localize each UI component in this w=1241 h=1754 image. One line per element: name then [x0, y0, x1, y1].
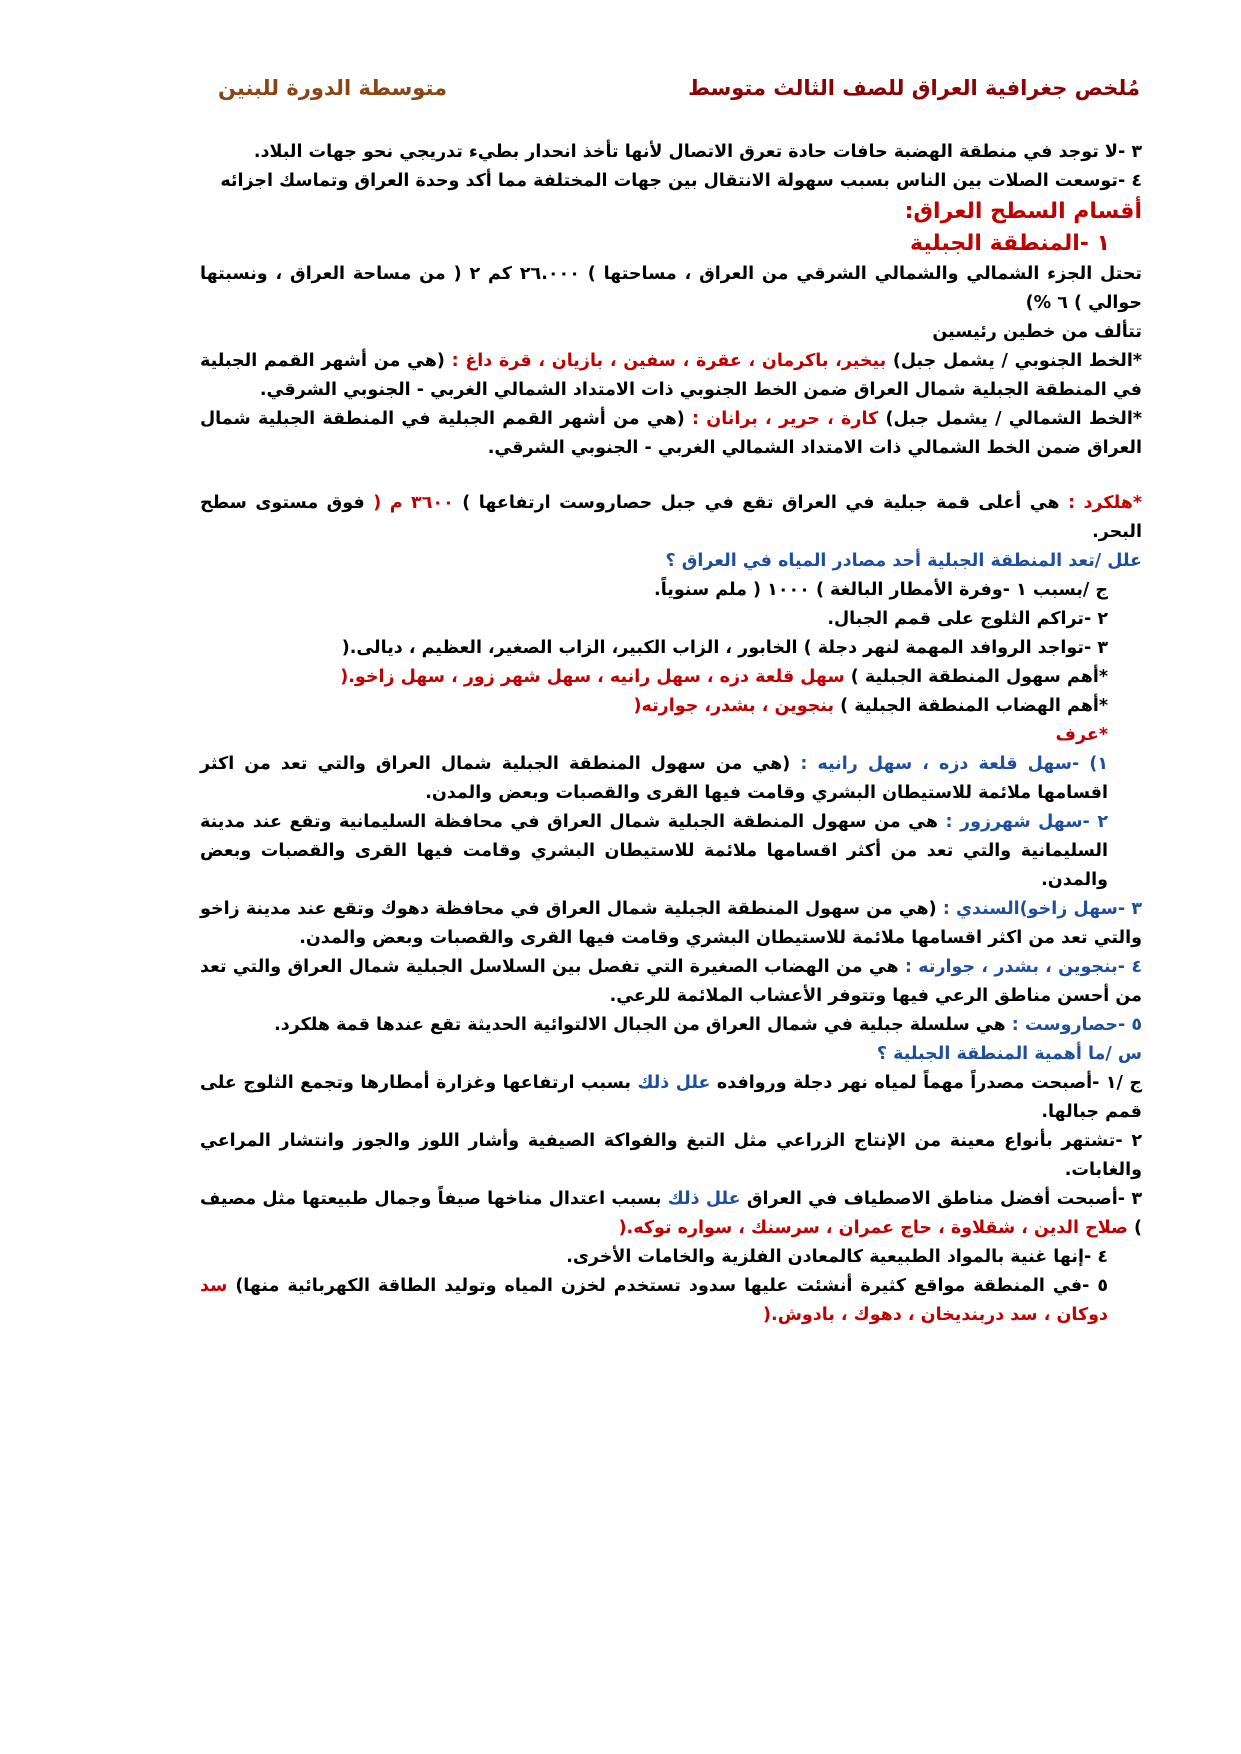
- plains-label: *أهم سهول المنطقة الجبلية ): [850, 667, 1108, 687]
- definition-text: (هي من سهول المنطقة الجبلية شمال العراق والتي تعد من اكثر اقسامها ملائمة للاستيطان البشري وقامت فيها القرى والقصبات وبعض والمدن.: [200, 754, 1108, 803]
- answer-line-2: ٢ -تراكم الثلوج على قمم الجبال.: [827, 609, 1108, 629]
- definition-text: هي من سهول المنطقة الجبلية شمال العراق في محافظة السليمانية وتقع عند مدينة السليمانية والتي تعد من أكثر اقسامها ملائمة للاستيطان البشري وقامت فيها القرى والقصبات وبعض والمدن.: [200, 812, 1108, 890]
- school-name: متوسطة الدورة للبنين: [218, 76, 448, 100]
- importance-item-5-a: ٥ -في المنطقة مواقع كثيرة أنشئت عليها سدود تستخدم لخزن المياه وتوليد الطاقة الكهربائية منها): [235, 1276, 1109, 1296]
- plateaus-list: بنجوين ، بشدر، جوارته(: [633, 696, 835, 716]
- answer-line-3: ٣ -تواجد الروافد المهمة لنهر دجلة ) الخابور ، الزاب الكبير، الزاب الصغير، العظيم ، ديالى.(: [341, 638, 1108, 658]
- north-line-paragraph: [200, 405, 1142, 463]
- answer-line-1: ج /بسبب ١ -وفرة الأمطار البالغة ) ١٠٠٠ ( ملم سنوياً.: [654, 580, 1108, 600]
- importance-item-5: [200, 1272, 1142, 1330]
- region-lines-intro: تتألف من خطين رئيسين: [932, 322, 1142, 342]
- north-line-label: *الخط الشمالي / يشمل جبل): [885, 409, 1143, 429]
- definition-item: [200, 953, 1142, 1011]
- plains-line: [200, 663, 1142, 692]
- definition-text: هي سلسلة جبلية في شمال العراق من الجبال الالتوائية الحديثة تقع عندها قمة هلكرد.: [274, 1015, 1006, 1035]
- importance-item-3-b: بسبب اعتدال مناخها صيفاً وجمال طبيعتها مثل مصيف ): [200, 1189, 1142, 1238]
- plains-list: سهل قلعة دزه ، سهل رانيه ، سهل شهر زور ، سهل زاخو.(: [340, 667, 845, 687]
- north-line-peaks: كارة ، حرير ، برانان :: [692, 409, 879, 429]
- south-line-peaks: بيخير، باكرمان ، عقرة ، سفين ، بازيان ، قرة داغ :: [451, 351, 887, 371]
- definition-item: [200, 750, 1142, 808]
- question-importance: س /ما أهمية المنطقة الجبلية ؟: [876, 1044, 1142, 1064]
- importance-item-5-dams: سد دوكان ، سد دربنديخان ، دهوك ، بادوش.(: [200, 1276, 1108, 1325]
- definition-text: (هي من سهول المنطقة الجبلية شمال العراق في محافظة دهوك وتقع عند مدينة زاخو والتي تعد من اكثر اقسامها ملائمة للاستيطان البشري وقامت فيها القرى والقصبات وبعض والمدن.: [200, 899, 1142, 948]
- halgurd-text: هي أعلى قمة جبلية في العراق تقع في جبل حصاروست ارتفاعها ): [462, 493, 1060, 513]
- definition-item: [200, 1011, 1142, 1040]
- importance-item-1: [200, 1069, 1142, 1127]
- importance-item-3-a: ٣ -أصبحت أفضل مناطق الاصطياف في العراق: [746, 1189, 1142, 1209]
- paragraph-plateau-4: ٤ -توسعت الصلات بين الناس بسبب سهولة الانتقال بين جهات المختلفة مما أكد وحدة العراق وتماسك اجزائه: [220, 171, 1142, 191]
- importance-item-3: [200, 1185, 1142, 1243]
- importance-item-4: ٤ -إنها غنية بالمواد الطبيعية كالمعادن الفلزية والخامات الأخرى.: [566, 1247, 1108, 1267]
- region-area-paragraph: تحتل الجزء الشمالي والشمالي الشرقي من العراق ، مساحتها ) ٢٦.٠٠٠ كم ٢ ( من مساحة العراق ، ونسبتها حوالي ) ٦ %): [200, 264, 1143, 313]
- question-water-sources: علل /تعد المنطقة الجبلية أحد مصادر المياه في العراق ؟: [665, 551, 1142, 571]
- section-title: أقسام السطح العراق:: [904, 199, 1142, 224]
- definition-term: ٥ -حصاروست :: [1011, 1015, 1142, 1035]
- document-title: مُلخص جغرافية العراق للصف الثالث متوسط: [688, 76, 1140, 100]
- halgurd-height: ٣٦٠٠ م (: [373, 493, 454, 513]
- document-body: [200, 138, 1142, 1330]
- definition-term: ٤ -بنجوين ، بشدر ، جوارته :: [904, 957, 1142, 977]
- definition-item: [200, 808, 1142, 895]
- importance-item-1-b: بسبب ارتفاعها وغزارة أمطارها وتجمع الثلوج على قمم جبالها.: [200, 1073, 1142, 1122]
- halgurd-paragraph: [200, 489, 1142, 547]
- definition-text: هي من الهضاب الصغيرة التي تفصل بين السلاسل الجبلية شمال العراق والتي تعد من أحسن مناطق الرعي فيها وتتوفر الأعشاب الملائمة للرعي.: [200, 957, 1142, 1006]
- definition-term: ١) -سهل قلعة دزه ، سهل رانيه :: [800, 754, 1109, 774]
- south-line-desc: (هي من أشهر القمم الجبلية في المنطقة الجبلية شمال العراق ضمن الخط الجنوبي ذات الامتداد الشمالي الغربي - الجنوبي الشرقي.: [200, 351, 1142, 400]
- south-line-label: *الخط الجنوبي / يشمل جبل): [892, 351, 1142, 371]
- page-header: [200, 76, 1140, 116]
- importance-item-1-cause: علل ذلك: [637, 1073, 711, 1093]
- definition-term: ٢ -سهل شهرزور :: [945, 812, 1108, 832]
- importance-item-3-cause: علل ذلك: [667, 1189, 741, 1209]
- section-subtitle: ١ -المنطقة الجبلية: [910, 231, 1110, 256]
- south-line-paragraph: [200, 347, 1142, 405]
- halgurd-rest: فوق مستوى سطح البحر.: [200, 493, 1142, 542]
- paragraph-plateau-3: ٣ -لا توجد في منطقة الهضبة حافات حادة تعرق الاتصال لأنها تأخذ انحدار بطيء تدريجي نحو جهات البلاد.: [253, 142, 1142, 162]
- importance-item-1-a: ج /١ -أصبحت مصدراً مهماً لمياه نهر دجلة وروافده: [716, 1073, 1142, 1093]
- plateaus-label: *أهم الهضاب المنطقة الجبلية ): [840, 696, 1108, 716]
- importance-item-3-places: صلاح الدين ، شقلاوة ، حاج عمران ، سرسنك ، سواره توكه.(: [618, 1218, 1128, 1238]
- plateaus-line: [200, 692, 1142, 721]
- define-heading: *عرف: [1055, 725, 1108, 745]
- importance-item-2: ٢ -تشتهر بأنواع معينة من الإنتاج الزراعي مثل التبغ والفواكة الصيفية وأشار اللوز والجوز وانتشار المراعي والغابات.: [200, 1131, 1142, 1180]
- spacer: [200, 463, 1142, 489]
- halgurd-label: *هلكرد :: [1068, 493, 1143, 513]
- definition-item: [200, 895, 1142, 953]
- north-line-desc: (هي من أشهر القمم الجبلية في المنطقة الجبلية شمال العراق ضمن الخط الشمالي ذات الامتداد الشمالي الغربي - الجنوبي الشرقي.: [200, 409, 1142, 458]
- definition-term: ٣ -سهل زاخو)السندي :: [942, 899, 1142, 919]
